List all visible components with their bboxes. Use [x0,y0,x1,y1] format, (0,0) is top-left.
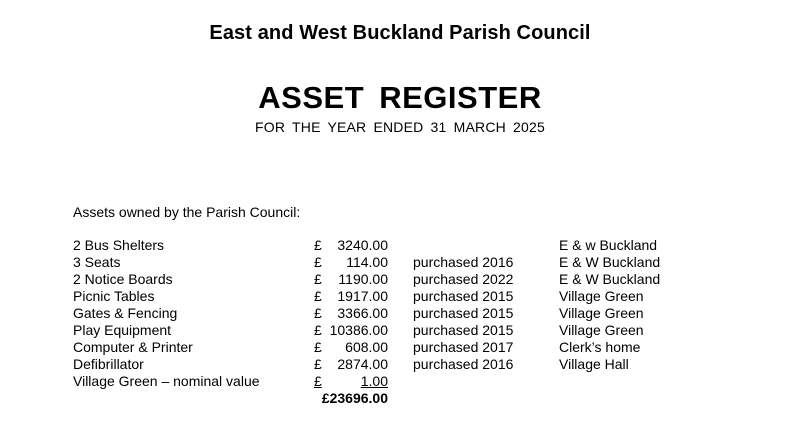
asset-name: Computer & Printer [73,339,193,355]
asset-purchased: purchased 2015 [413,322,514,338]
currency-symbol: £ [314,373,322,389]
asset-amount: 1917.00 [337,288,388,304]
table-row [73,322,713,339]
asset-purchased: purchased 2017 [413,339,514,355]
asset-location: E & W Buckland [559,254,661,270]
asset-location: Village Green [559,288,644,304]
currency-symbol: £ [314,322,322,338]
intro-text: Assets owned by the Parish Council: [73,204,301,220]
currency-symbol: £ [314,305,322,321]
table-row [73,373,713,390]
asset-location: E & w Buckland [559,237,658,253]
asset-purchased: purchased 2015 [413,288,514,304]
currency-symbol: £ [314,237,322,253]
table-row [73,271,713,288]
asset-purchased: purchased 2022 [413,271,514,287]
asset-amount: 608.00 [345,339,388,355]
page-title: ASSET REGISTER [258,80,542,115]
asset-amount: 3366.00 [337,305,388,321]
table-row [73,339,713,356]
total-row [73,390,713,407]
table-row [73,356,713,373]
asset-amount: 114.00 [346,254,388,270]
asset-name: 2 Notice Boards [73,271,173,287]
currency-symbol: £ [314,356,322,372]
asset-purchased: purchased 2015 [413,305,514,321]
asset-location: Clerk’s home [559,339,641,355]
table-row [73,254,713,271]
asset-amount: 2874.00 [337,356,388,372]
asset-name: Picnic Tables [73,288,155,304]
asset-name: 3 Seats [73,254,121,270]
asset-table [73,237,713,407]
asset-name: Village Green – nominal value [73,373,260,389]
asset-name: Gates & Fencing [73,305,178,321]
asset-amount: 10386.00 [329,322,388,338]
asset-purchased: purchased 2016 [413,356,514,372]
total-value: £23696.00 [321,390,388,406]
asset-location: Village Green [559,305,644,321]
asset-name: Defibrillator [73,356,144,372]
asset-amount: 1190.00 [338,271,388,287]
currency-symbol: £ [314,288,322,304]
table-row [73,288,713,305]
year-subtitle: FOR THE YEAR ENDED 31 MARCH 2025 [255,119,545,135]
currency-symbol: £ [314,271,322,287]
table-row [73,237,713,254]
currency-symbol: £ [314,254,322,270]
asset-amount: 3240.00 [337,237,388,253]
table-row [73,305,713,322]
asset-purchased: purchased 2016 [413,254,514,270]
currency-symbol: £ [314,339,322,355]
asset-location: E & W Buckland [559,271,661,287]
asset-amount: 1.00 [360,373,388,389]
asset-location: Village Hall [559,356,629,372]
asset-name: Play Equipment [73,322,172,338]
asset-location: Village Green [559,322,644,338]
council-name: East and West Buckland Parish Council [209,22,591,44]
asset-name: 2 Bus Shelters [73,237,165,253]
